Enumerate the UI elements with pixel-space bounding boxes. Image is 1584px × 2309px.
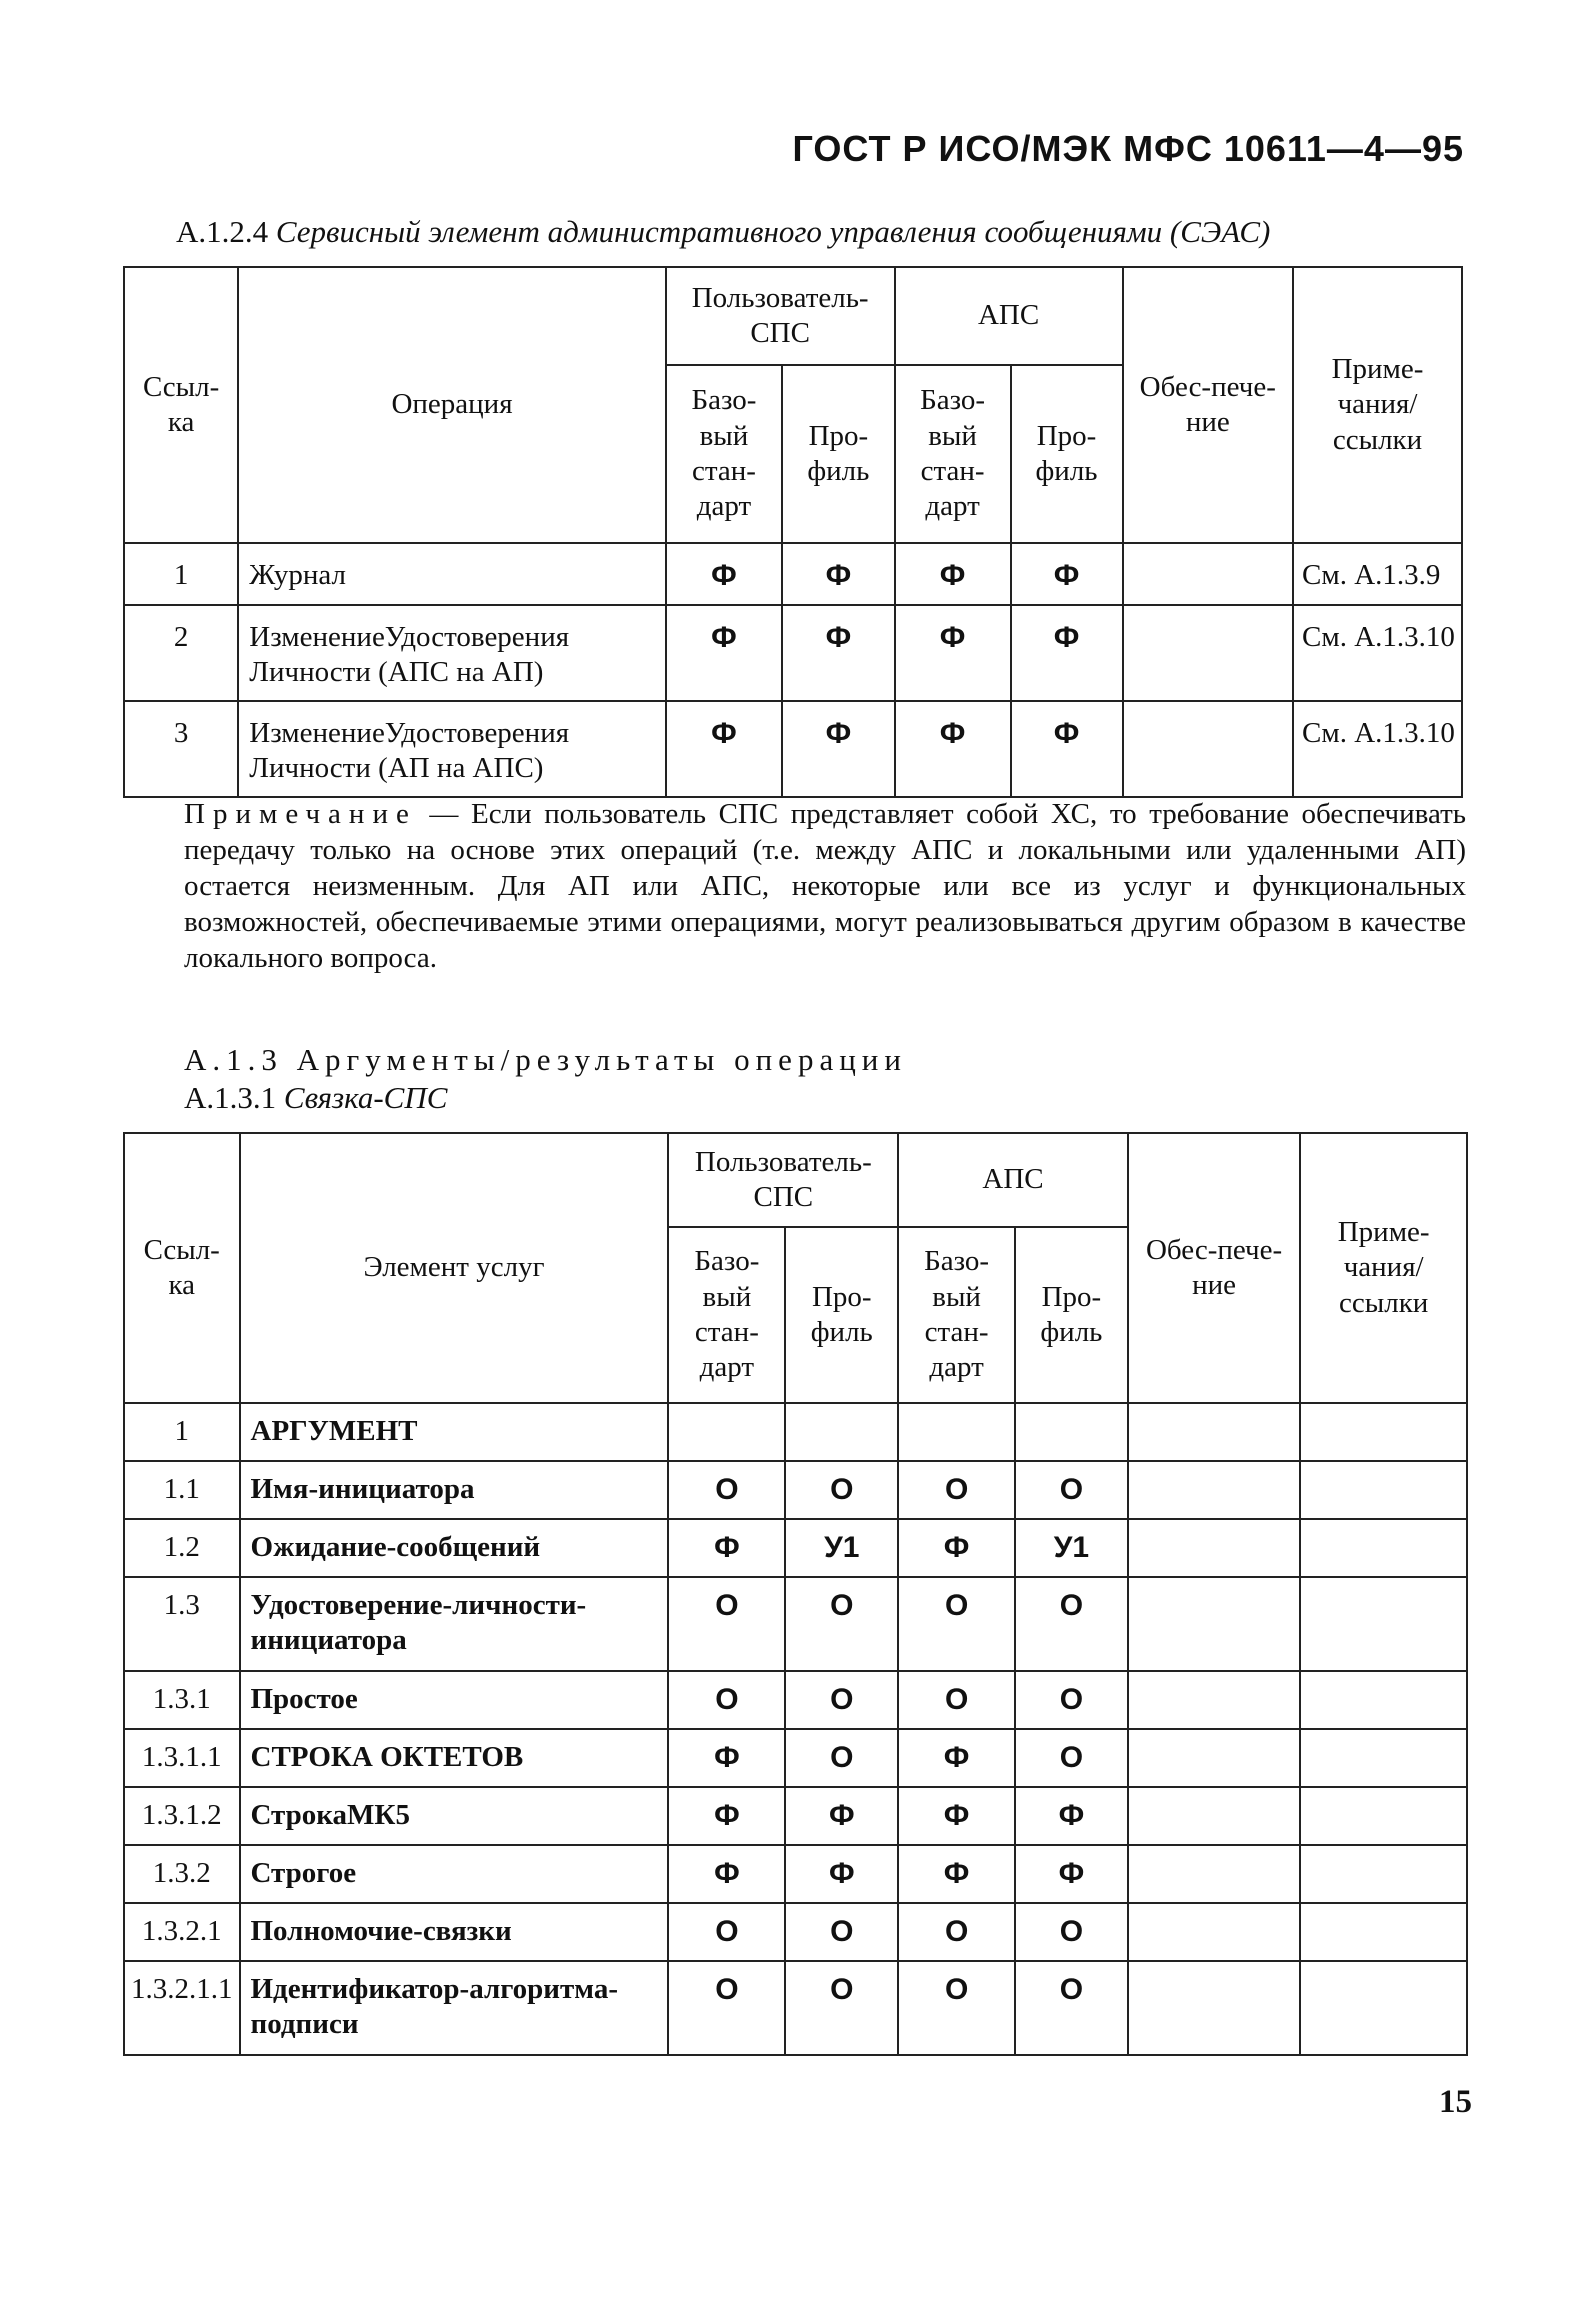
row-note <box>1300 1787 1467 1845</box>
row-user-profile: О <box>785 1729 898 1787</box>
row-user-base: Ф <box>668 1729 785 1787</box>
row-user-base: Ф <box>666 543 782 605</box>
row-note <box>1300 1671 1467 1729</box>
row-note <box>1300 1577 1467 1671</box>
table-row <box>124 1577 1467 1671</box>
header-user-sps: Пользователь-СПС <box>668 1133 898 1227</box>
header-notes: Приме-чания/ ссылки <box>1293 267 1462 543</box>
row-aps-base: О <box>898 1461 1015 1519</box>
row-aps-profile: О <box>1015 1577 1128 1671</box>
row-note <box>1300 1729 1467 1787</box>
header-user-base: Базо-вый стан-дарт <box>668 1227 785 1403</box>
row-user-base <box>668 1403 785 1461</box>
table-row <box>124 1787 1467 1845</box>
table-row <box>124 1519 1467 1577</box>
document-code-header: ГОСТ Р ИСО/МЭК МФС 10611—4—95 <box>792 128 1464 169</box>
row-user-profile <box>785 1403 898 1461</box>
row-ref: 1.1 <box>124 1461 240 1519</box>
row-user-base: О <box>668 1577 785 1671</box>
section-heading: А.1.3 Аргументы/результаты операции <box>184 1042 907 1077</box>
table1-caption-number: А.1.2.4 <box>176 214 269 249</box>
table1-caption-title: Сервисный элемент административного управления сообщениями (СЭАС) <box>275 214 1271 249</box>
row-aps-base <box>898 1403 1015 1461</box>
row-aps-base: Ф <box>895 605 1011 701</box>
row-user-profile: О <box>785 1903 898 1961</box>
row-aps-base: Ф <box>895 543 1011 605</box>
header-user-sps: Пользователь-СПС <box>666 267 895 365</box>
row-operation: ИзменениеУдостоверения Личности (АП на АПС) <box>238 701 665 797</box>
subsection-number: А.1.3.1 <box>184 1080 277 1115</box>
row-user-base: Ф <box>668 1519 785 1577</box>
row-aps-profile: О <box>1015 1671 1128 1729</box>
row-user-profile: Ф <box>785 1845 898 1903</box>
arguments-table <box>123 1132 1468 2056</box>
row-aps-base: Ф <box>898 1845 1015 1903</box>
row-aps-profile: О <box>1015 1729 1128 1787</box>
subsection-heading <box>184 1080 447 1116</box>
row-operation: ИзменениеУдостоверения Личности (АПС на АП) <box>238 605 665 701</box>
row-user-base: О <box>668 1671 785 1729</box>
row-aps-profile: Ф <box>1011 701 1123 797</box>
row-support <box>1123 701 1294 797</box>
header-aps: АПС <box>895 267 1123 365</box>
row-ref: 1.3 <box>124 1577 240 1671</box>
row-note <box>1300 1461 1467 1519</box>
header-aps-profile: Про-филь <box>1015 1227 1128 1403</box>
row-user-base: Ф <box>668 1845 785 1903</box>
row-element: СТРОКА ОКТЕТОВ <box>240 1729 669 1787</box>
header-ref: Ссыл-ка <box>124 1133 240 1403</box>
row-aps-base: Ф <box>898 1519 1015 1577</box>
row-user-base: Ф <box>668 1787 785 1845</box>
header-element: Элемент услуг <box>240 1133 669 1403</box>
row-element: Идентификатор-алгоритма-подписи <box>240 1961 669 2055</box>
table-row <box>124 1461 1467 1519</box>
row-ref: 1.2 <box>124 1519 240 1577</box>
row-support <box>1128 1403 1301 1461</box>
row-element: Полномочие-связки <box>240 1903 669 1961</box>
row-element: АРГУМЕНТ <box>240 1403 669 1461</box>
table-row <box>124 543 1462 605</box>
header-operation: Операция <box>238 267 665 543</box>
row-note: См. А.1.3.9 <box>1293 543 1462 605</box>
header-aps-base: Базо-вый стан-дарт <box>895 365 1011 543</box>
row-ref: 1 <box>124 543 238 605</box>
row-note <box>1300 1403 1467 1461</box>
row-note <box>1300 1903 1467 1961</box>
row-user-base: О <box>668 1961 785 2055</box>
row-operation: Журнал <box>238 543 665 605</box>
row-element: Удостоверение-личности-инициатора <box>240 1577 669 1671</box>
row-user-profile: Ф <box>782 605 894 701</box>
row-ref: 2 <box>124 605 238 701</box>
header-user-base: Базо-вый стан-дарт <box>666 365 782 543</box>
table1-caption <box>176 214 1270 250</box>
row-aps-base: О <box>898 1577 1015 1671</box>
row-ref: 1.3.2.1 <box>124 1903 240 1961</box>
row-support <box>1128 1903 1301 1961</box>
row-aps-base: Ф <box>895 701 1011 797</box>
row-support <box>1123 605 1294 701</box>
row-note: См. А.1.3.10 <box>1293 701 1462 797</box>
note-label: Примечание <box>184 798 417 830</box>
subsection-title: Связка-СПС <box>283 1080 448 1115</box>
row-note <box>1300 1961 1467 2055</box>
header-aps-base: Базо-вый стан-дарт <box>898 1227 1015 1403</box>
table-row <box>124 1403 1467 1461</box>
row-aps-base: Ф <box>898 1787 1015 1845</box>
row-element: Ожидание-сообщений <box>240 1519 669 1577</box>
header-support: Обес-пече-ние <box>1123 267 1294 543</box>
row-user-profile: О <box>785 1671 898 1729</box>
table-row <box>124 701 1462 797</box>
row-ref: 3 <box>124 701 238 797</box>
row-note <box>1300 1519 1467 1577</box>
row-aps-profile: Ф <box>1011 543 1123 605</box>
row-support <box>1128 1577 1301 1671</box>
table-row <box>124 605 1462 701</box>
table-row <box>124 1961 1467 2055</box>
header-support: Обес-пече-ние <box>1128 1133 1301 1403</box>
operations-table <box>123 266 1463 798</box>
row-user-profile: О <box>785 1961 898 2055</box>
row-aps-profile <box>1015 1403 1128 1461</box>
row-user-base: Ф <box>666 605 782 701</box>
table-row <box>124 1671 1467 1729</box>
table-row <box>124 1845 1467 1903</box>
row-support <box>1123 543 1294 605</box>
row-aps-profile: О <box>1015 1461 1128 1519</box>
row-aps-profile: О <box>1015 1903 1128 1961</box>
row-element: СтрокаМК5 <box>240 1787 669 1845</box>
row-support <box>1128 1787 1301 1845</box>
row-ref: 1 <box>124 1403 240 1461</box>
row-user-profile: У1 <box>785 1519 898 1577</box>
row-aps-profile: У1 <box>1015 1519 1128 1577</box>
row-aps-base: О <box>898 1671 1015 1729</box>
row-ref: 1.3.1 <box>124 1671 240 1729</box>
row-ref: 1.3.1.2 <box>124 1787 240 1845</box>
row-aps-profile: Ф <box>1015 1845 1128 1903</box>
header-user-profile: Про-филь <box>785 1227 898 1403</box>
row-aps-profile: Ф <box>1011 605 1123 701</box>
row-ref: 1.3.2.1.1 <box>124 1961 240 2055</box>
header-notes: Приме-чания/ ссылки <box>1300 1133 1467 1403</box>
row-user-base: Ф <box>666 701 782 797</box>
row-user-profile: О <box>785 1577 898 1671</box>
row-note: См. А.1.3.10 <box>1293 605 1462 701</box>
header-aps: АПС <box>898 1133 1128 1227</box>
header-aps-profile: Про-филь <box>1011 365 1123 543</box>
row-user-base: О <box>668 1461 785 1519</box>
page-number: 15 <box>1439 2084 1472 2120</box>
row-element: Простое <box>240 1671 669 1729</box>
note-text: — Если пользователь СПС представляет собой ХС, то требование обеспечивать передачу только на основе этих операций (т.е. между АПС и локальными или удаленными АП) остается неизменным. Для АП или АПС, некоторые или все из услуг и функциональных возможностей, обеспечиваемые этими операциями, могут реализовываться другим образом в качестве локального вопроса. <box>184 798 1466 974</box>
row-support <box>1128 1961 1301 2055</box>
row-user-profile: Ф <box>782 701 894 797</box>
note-paragraph <box>184 796 1466 976</box>
row-support <box>1128 1671 1301 1729</box>
table-row <box>124 1903 1467 1961</box>
row-support <box>1128 1845 1301 1903</box>
row-support <box>1128 1519 1301 1577</box>
row-note <box>1300 1845 1467 1903</box>
row-user-profile: О <box>785 1461 898 1519</box>
row-aps-base: О <box>898 1903 1015 1961</box>
header-user-profile: Про-филь <box>782 365 894 543</box>
row-aps-profile: Ф <box>1015 1787 1128 1845</box>
row-element: Имя-инициатора <box>240 1461 669 1519</box>
row-support <box>1128 1461 1301 1519</box>
row-aps-profile: О <box>1015 1961 1128 2055</box>
row-support <box>1128 1729 1301 1787</box>
row-element: Строгое <box>240 1845 669 1903</box>
table-row <box>124 1729 1467 1787</box>
row-ref: 1.3.1.1 <box>124 1729 240 1787</box>
row-user-base: О <box>668 1903 785 1961</box>
row-user-profile: Ф <box>782 543 894 605</box>
row-user-profile: Ф <box>785 1787 898 1845</box>
row-ref: 1.3.2 <box>124 1845 240 1903</box>
row-aps-base: Ф <box>898 1729 1015 1787</box>
row-aps-base: О <box>898 1961 1015 2055</box>
header-ref: Ссыл-ка <box>124 267 238 543</box>
